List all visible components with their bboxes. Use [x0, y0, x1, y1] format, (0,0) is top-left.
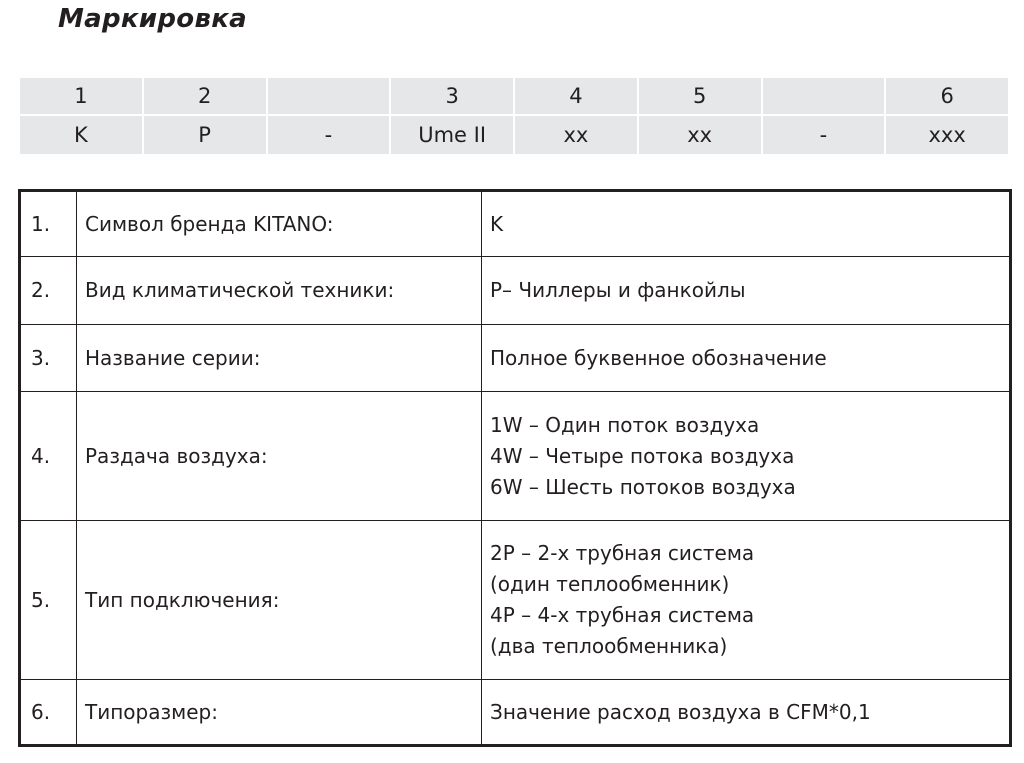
code-value: -	[762, 115, 886, 154]
row-label: Символ бренда KITANO:	[77, 191, 482, 257]
code-position: 6	[885, 78, 1009, 115]
code-position: 5	[638, 78, 762, 115]
code-value: xxx	[885, 115, 1009, 154]
code-position	[267, 78, 391, 115]
table-row	[20, 521, 1011, 680]
row-label: Название серии:	[77, 325, 482, 392]
row-value-line: Значение расход воздуха в CFM*0,1	[490, 699, 871, 724]
row-value-line: K	[490, 211, 504, 236]
table-row	[20, 325, 1011, 392]
row-value-line: 4W – Четыре потока воздуха	[490, 443, 795, 468]
code-value: K	[19, 115, 143, 154]
row-number: 2.	[20, 257, 77, 325]
code-value: Ume II	[390, 115, 514, 154]
row-label: Тип подключения:	[77, 521, 482, 680]
row-value	[482, 191, 1011, 257]
table-row	[20, 680, 1011, 746]
row-value	[482, 521, 1011, 680]
row-label: Раздача воздуха:	[77, 392, 482, 521]
row-value-line: 4P – 4-х трубная система	[490, 603, 755, 627]
row-number: 1.	[20, 191, 77, 257]
table-row	[20, 257, 1011, 325]
table-row	[20, 392, 1011, 521]
row-value-line: 1W – Один поток воздуха	[490, 412, 760, 437]
row-number: 4.	[20, 392, 77, 521]
code-value: -	[267, 115, 391, 154]
row-value-line: (один теплообменник)	[490, 572, 730, 596]
row-value-line: Полное буквенное обозначение	[490, 345, 827, 370]
row-label: Вид климатической техники:	[77, 257, 482, 325]
row-number: 6.	[20, 680, 77, 746]
code-position: 1	[19, 78, 143, 115]
row-number: 5.	[20, 521, 77, 680]
code-value: P	[143, 115, 267, 154]
marking-description-table	[18, 189, 1012, 747]
row-value	[482, 257, 1011, 325]
row-value-line: (два теплообменника)	[490, 634, 728, 658]
code-positions-row	[19, 78, 1009, 115]
code-position: 3	[390, 78, 514, 115]
row-value	[482, 680, 1011, 746]
marking-code-table	[18, 78, 1010, 154]
row-value-line: P– Чиллеры и фанкойлы	[490, 278, 746, 302]
code-position	[762, 78, 886, 115]
code-value: xx	[638, 115, 762, 154]
row-value-line: 6W – Шесть потоков воздуха	[490, 474, 796, 499]
row-value	[482, 392, 1011, 521]
row-value-line: 2P – 2-х трубная система	[490, 541, 755, 565]
row-number: 3.	[20, 325, 77, 392]
row-value	[482, 325, 1011, 392]
code-position: 4	[514, 78, 638, 115]
code-position: 2	[143, 78, 267, 115]
table-row	[20, 191, 1011, 257]
code-value: xx	[514, 115, 638, 154]
row-label: Типоразмер:	[77, 680, 482, 746]
page-title: Маркировка	[58, 4, 248, 34]
code-values-row	[19, 115, 1009, 154]
